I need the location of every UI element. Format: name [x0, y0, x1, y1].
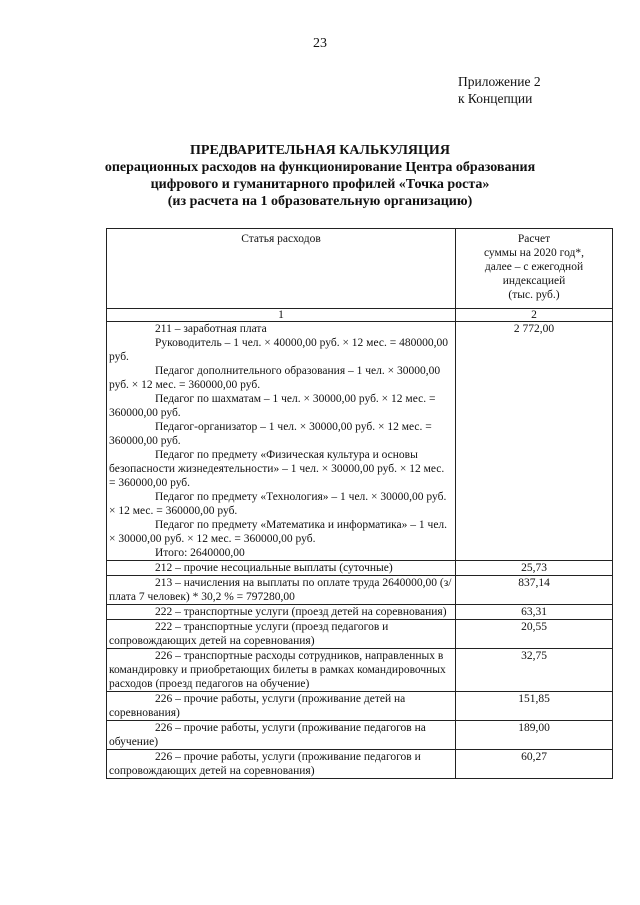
- table-row: [107, 692, 613, 721]
- expense-item-text: Педагог по предмету «Физическая культура и основы безопасности жизнедеятельности» – 1 чел. × 30000,00 руб. × 12 мес. = 360000,00 руб.: [109, 449, 445, 489]
- calculation-table: [106, 228, 613, 779]
- amount-cell: 60,27: [456, 750, 613, 779]
- expense-item-text: 213 – начисления на выплаты по оплате труда 2640000,00 (з/плата 7 человек) * 30,2 % = 797280,00: [109, 577, 452, 603]
- table-row: [107, 750, 613, 779]
- expense-item-cell: [107, 576, 456, 605]
- expense-item-text: Итого: 2640000,00: [155, 547, 245, 559]
- amount-cell: 63,31: [456, 605, 613, 620]
- expense-item-cell: [107, 649, 456, 692]
- title-line: операционных расходов на функционирование Центра образования: [104, 160, 536, 175]
- document-title: [0, 142, 640, 210]
- amount-cell: 20,55: [456, 620, 613, 649]
- appendix-reference: [458, 73, 541, 107]
- expense-item-text: 226 – прочие работы, услуги (проживание детей на соревнования): [109, 693, 406, 719]
- expense-item-text: 226 – прочие работы, услуги (проживание педагогов на обучение): [109, 722, 426, 748]
- table-row: [107, 721, 613, 750]
- table-row: [107, 620, 613, 649]
- table-row: [107, 561, 613, 576]
- column-number-row: [107, 309, 613, 322]
- amount-cell: 837,14: [456, 576, 613, 605]
- table-row: [107, 649, 613, 692]
- amount-cell: 189,00: [456, 721, 613, 750]
- expense-item-text: 222 – транспортные услуги (проезд педагогов и сопровождающих детей на соревнования): [109, 621, 389, 647]
- table-row: [107, 322, 613, 561]
- expense-item-text: 211 – заработная плата: [155, 323, 267, 335]
- expense-item-cell: [107, 322, 456, 561]
- table-row: [107, 576, 613, 605]
- header-amount: [456, 229, 613, 309]
- expense-item-cell: [107, 692, 456, 721]
- expense-item-cell: [107, 620, 456, 649]
- expense-item-text: Руководитель – 1 чел. × 40000,00 руб. × 12 мес. = 480000,00 руб.: [109, 337, 448, 363]
- expense-item-cell: [107, 561, 456, 576]
- appendix-line: Приложение 2: [458, 74, 541, 89]
- expense-item-cell: [107, 605, 456, 620]
- header-amount-line: Расчет: [517, 233, 551, 245]
- expense-item-text: Педагог по шахматам – 1 чел. × 30000,00 руб. × 12 мес. = 360000,00 руб.: [109, 393, 436, 419]
- column-number: 1: [107, 309, 456, 322]
- expense-item-text: 212 – прочие несоциальные выплаты (суточные): [155, 562, 393, 574]
- title-line: (из расчета на 1 образовательную организацию): [167, 194, 473, 209]
- amount-cell: 25,73: [456, 561, 613, 576]
- expense-item-text: Педагог по предмету «Математика и информатика» – 1 чел. × 30000,00 руб. × 12 мес. = 360000,00 руб.: [109, 519, 448, 545]
- table-header-row: [107, 229, 613, 309]
- expense-item-cell: [107, 721, 456, 750]
- amount-cell: 151,85: [456, 692, 613, 721]
- expense-item-cell: [107, 750, 456, 779]
- column-number: 2: [456, 309, 613, 322]
- header-amount-line: суммы на 2020 год*,: [483, 247, 585, 259]
- expense-item-text: Педагог-организатор – 1 чел. × 30000,00 руб. × 12 мес. = 360000,00 руб.: [109, 421, 432, 447]
- header-amount-line: индексацией: [502, 275, 566, 287]
- expense-item-text: Педагог дополнительного образования – 1 чел. × 30000,00 руб. × 12 мес. = 360000,00 руб.: [109, 365, 441, 391]
- amount-cell: 2 772,00: [456, 322, 613, 561]
- header-amount-line: далее – с ежегодной: [484, 261, 584, 273]
- expense-item-text: 226 – прочие работы, услуги (проживание педагогов и сопровождающих детей на соревнования): [109, 751, 421, 777]
- appendix-line: к Концепции: [458, 91, 533, 106]
- page-number: 23: [313, 36, 327, 51]
- header-amount-line: (тыс. руб.): [508, 289, 560, 301]
- expense-item-text: 226 – транспортные расходы сотрудников, направленных в командировку и приобретающих билеты в рамках командировочных расходов (проезд педагогов на обучение): [109, 650, 446, 690]
- title-line: ПРЕДВАРИТЕЛЬНАЯ КАЛЬКУЛЯЦИЯ: [190, 143, 450, 158]
- table-row: [107, 605, 613, 620]
- header-expense-item: Статья расходов: [107, 229, 456, 309]
- expense-item-text: Педагог по предмету «Технология» – 1 чел. × 30000,00 руб. × 12 мес. = 360000,00 руб.: [109, 491, 447, 517]
- amount-cell: 32,75: [456, 649, 613, 692]
- expense-item-text: 222 – транспортные услуги (проезд детей на соревнования): [155, 606, 447, 618]
- title-line: цифрового и гуманитарного профилей «Точка роста»: [150, 177, 490, 192]
